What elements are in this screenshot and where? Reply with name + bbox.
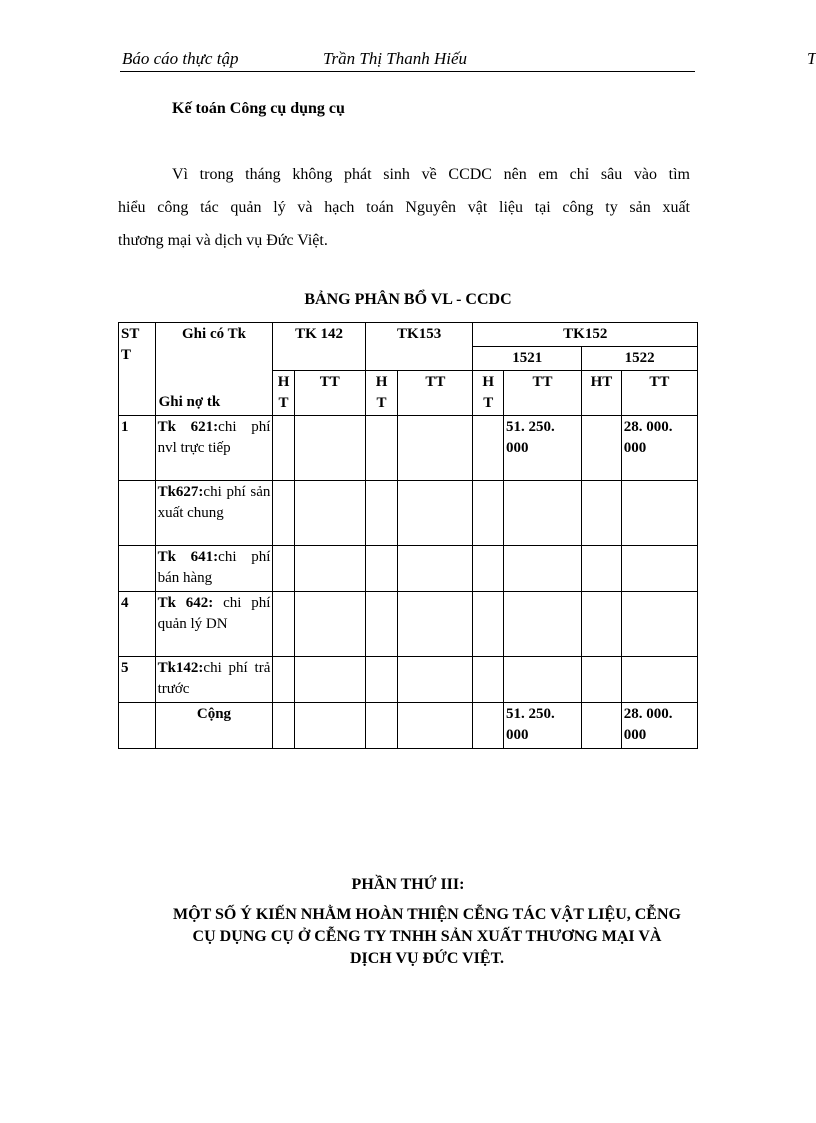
row-account: Tk 641:chi phí bán hàng	[155, 546, 273, 592]
header-tk1521: 1521	[473, 347, 582, 371]
header-row	[119, 323, 698, 347]
row-stt	[119, 546, 156, 592]
total-row	[119, 703, 698, 749]
table-row	[119, 592, 698, 657]
table-row	[119, 416, 698, 481]
total-1522-tt: 28. 000. 000	[621, 703, 697, 749]
table-row	[119, 657, 698, 703]
cell-empty	[294, 416, 365, 481]
section-heading: Kế toán Công cụ dụng cụ	[172, 100, 345, 117]
header-tk153: TK153	[365, 323, 473, 371]
intro-paragraph	[118, 158, 690, 257]
part-title: PHẦN THỨ III:	[351, 876, 465, 893]
total-1521-tt: 51. 250. 000	[503, 703, 581, 749]
table-title: BẢNG PHÂN BỔ VL - CCDC	[304, 291, 512, 308]
header-tk1522: 1522	[582, 347, 698, 371]
paragraph-line: Vì trong tháng không phát sinh về CCDC nên em chỉ sâu vào tìm	[172, 166, 690, 183]
total-label: Cộng	[155, 703, 273, 749]
cell-empty	[273, 416, 294, 481]
header-ht: HT	[582, 371, 622, 416]
table-row	[119, 481, 698, 546]
row-account: Tk627:chi phí sản xuất chung	[155, 481, 273, 546]
cell-empty	[473, 416, 503, 481]
table-row	[119, 546, 698, 592]
cell-1521-tt: 51. 250. 000	[503, 416, 581, 481]
cell-1522-tt: 28. 000. 000	[621, 416, 697, 481]
header-left: Báo cáo thực tập	[122, 49, 239, 68]
row-stt: 4	[119, 592, 156, 657]
row-stt	[119, 481, 156, 546]
header-ht: H T	[365, 371, 398, 416]
header-tk142: TK 142	[273, 323, 365, 371]
header-ghi-co-no	[155, 323, 273, 416]
cell-empty	[398, 416, 473, 481]
header-ghi-no: Ghi nợ tk	[158, 394, 221, 410]
allocation-table	[118, 322, 698, 749]
paragraph-line: thương mại và dịch vụ Đức Việt.	[118, 232, 328, 249]
header-author: Trần Thị Thanh Hiếu	[323, 49, 468, 68]
header-right: T	[807, 49, 816, 68]
header-ht: H T	[273, 371, 294, 416]
header-ht: H T	[473, 371, 503, 416]
row-account: Tk 621:chi phí nvl trực tiếp	[155, 416, 273, 481]
part-subtitle: MỘT SỐ Ý KIẾN NHẰM HOÀN THIỆN CỄNG TÁC VẬT LIỆU, CỄNG CỤ DỤNG CỤ Ở CỄNG TY TNHH SẢN XUẤT THƯƠNG MẠI VÀ DỊCH VỤ ĐỨC VIỆT.	[173, 906, 681, 967]
row-stt: 1	[119, 416, 156, 481]
row-stt: 5	[119, 657, 156, 703]
header-tt: TT	[503, 371, 581, 416]
header-tk152: TK152	[473, 323, 698, 347]
header-ghi-co: Ghi có Tk	[182, 326, 246, 342]
header-tt: TT	[294, 371, 365, 416]
cell-empty	[582, 416, 622, 481]
header-stt: ST T	[119, 323, 156, 416]
row-account: Tk 642: chi phí quản lý DN	[155, 592, 273, 657]
header-tt: TT	[621, 371, 697, 416]
header-rule	[120, 71, 695, 72]
cell-empty	[365, 416, 398, 481]
row-account: Tk142:chi phí trả trước	[155, 657, 273, 703]
header-tt: TT	[398, 371, 473, 416]
paragraph-line: hiểu công tác quản lý và hạch toán Nguyên vật liệu tại công ty sản xuất	[118, 199, 690, 216]
